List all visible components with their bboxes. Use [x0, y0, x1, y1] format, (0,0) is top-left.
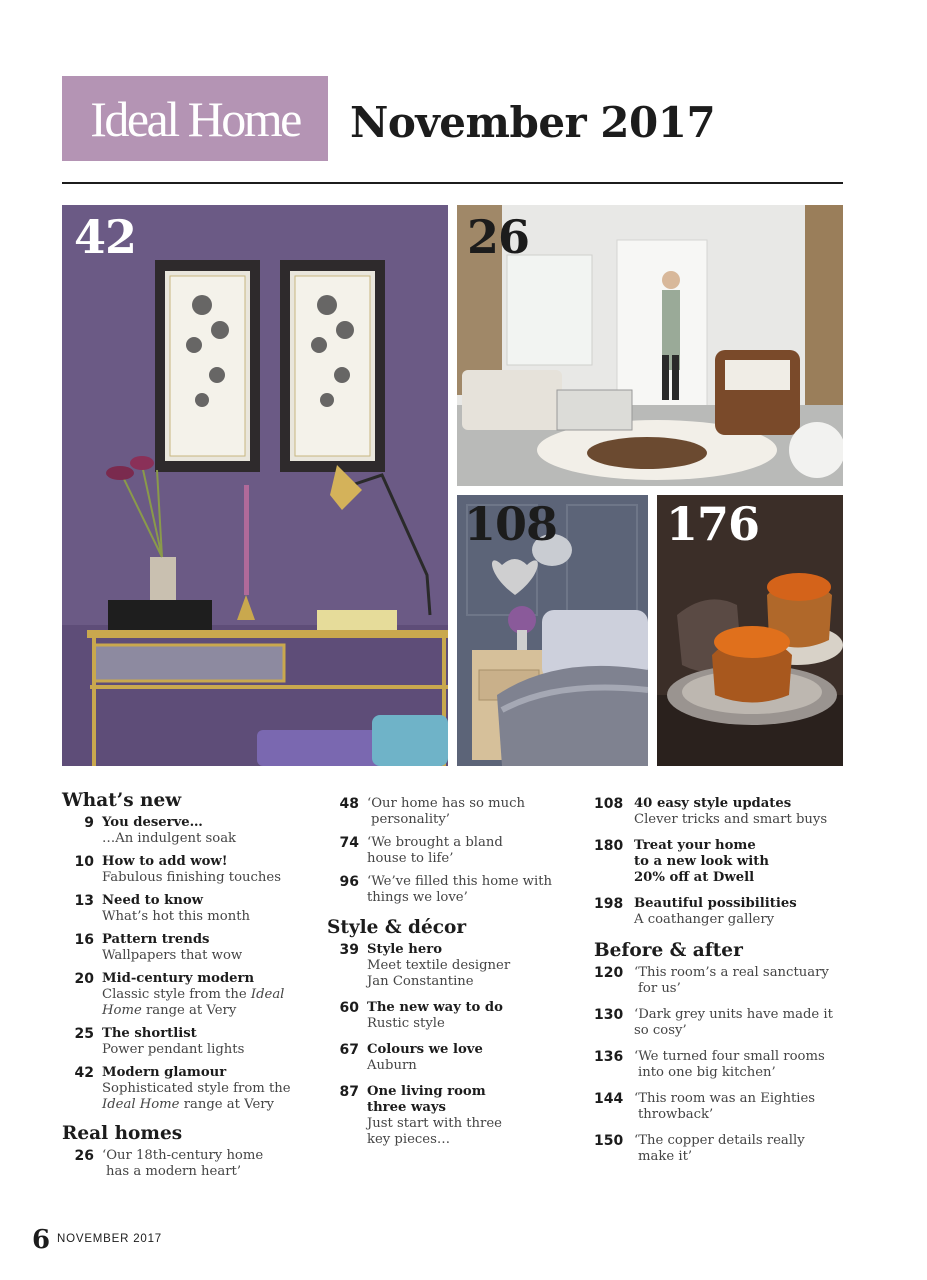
entry-page-number: 120: [594, 965, 624, 981]
contents-column-2: [327, 796, 587, 1155]
entry-subtitle: Auburn: [367, 1058, 417, 1073]
entry-subtitle: Jan Constantine: [367, 974, 474, 989]
entry-quote-line: ‘Dark grey units have made it: [634, 1007, 833, 1022]
folio-issue-date: NOVEMBER 2017: [57, 1233, 162, 1245]
entry-page-number: 67: [339, 1042, 359, 1058]
contents-entry[interactable]: [594, 1091, 844, 1123]
entry-title: One living room: [367, 1084, 486, 1099]
contents-entry[interactable]: [62, 893, 312, 925]
contents-entry[interactable]: [327, 796, 587, 828]
contents-entry[interactable]: [327, 1084, 587, 1148]
entry-subtitle: Power pendant lights: [102, 1042, 245, 1057]
issue-title: November 2017: [350, 98, 716, 147]
entry-subtitle: Classic style from the Ideal Home range at Very: [102, 987, 285, 1018]
entry-page-number: 144: [594, 1091, 624, 1107]
entry-page-number: 198: [594, 896, 624, 912]
entry-page-number: 26: [74, 1148, 94, 1164]
entry-title: Pattern trends: [102, 932, 210, 947]
entry-subtitle: Wallpapers that wow: [102, 948, 243, 963]
section-heading-real-homes: Real homes: [62, 1123, 183, 1144]
folio-page-number: 6: [32, 1225, 51, 1255]
contents-entry[interactable]: [62, 854, 312, 886]
entry-title: How to add wow!: [102, 854, 228, 869]
entry-page-number: 96: [339, 874, 359, 890]
entry-title: Colours we love: [367, 1042, 483, 1057]
entry-title: Beautiful possibilities: [634, 896, 797, 911]
entry-subtitle: What’s hot this month: [102, 909, 250, 924]
entry-quote-line: make it’: [638, 1149, 693, 1164]
entry-page-number: 13: [74, 893, 94, 909]
entry-title: Style hero: [367, 942, 442, 957]
photo-page-number: 176: [666, 497, 760, 551]
entry-page-number: 16: [74, 932, 94, 948]
entry-page-number: 48: [339, 796, 359, 812]
entry-quote-line: ‘This room was an Eighties: [634, 1091, 816, 1106]
photo-real-home-26[interactable]: [457, 205, 843, 486]
entry-quote-line: for us’: [638, 981, 681, 996]
contents-column-1: [62, 790, 312, 1187]
contents-entry[interactable]: [62, 815, 312, 847]
contents-entry[interactable]: [62, 1148, 312, 1180]
entry-subtitle: …An indulgent soak: [102, 831, 237, 846]
entry-quote-line: personality’: [371, 812, 450, 827]
entry-subtitle: Clever tricks and smart buys: [634, 812, 828, 827]
photo-modern-glamour[interactable]: [62, 205, 448, 766]
entry-title: Modern glamour: [102, 1065, 227, 1080]
entry-page-number: 180: [594, 838, 624, 854]
photo-food-176[interactable]: [657, 495, 843, 766]
contents-entry[interactable]: [327, 942, 587, 990]
entry-quote-line: into one big kitchen’: [638, 1065, 776, 1080]
contents-entry[interactable]: [327, 1042, 587, 1074]
entry-page-number: 10: [74, 854, 94, 870]
entry-quote-line: ‘Our home has so much: [367, 796, 526, 811]
entry-quote-line: ‘This room’s a real sanctuary: [634, 965, 829, 980]
header-divider: [62, 182, 843, 184]
entry-quote-line: has a modern heart’: [106, 1164, 242, 1179]
entry-page-number: 87: [339, 1084, 359, 1100]
section-heading-before-after: Before & after: [594, 940, 743, 961]
entry-subtitle: Just start with three: [367, 1116, 502, 1131]
entry-quote-line: throwback’: [638, 1107, 714, 1122]
entry-page-number: 25: [74, 1026, 94, 1042]
contents-entry[interactable]: [62, 932, 312, 964]
entry-title: 20% off at Dwell: [634, 870, 755, 885]
contents-entry[interactable]: [594, 796, 844, 828]
entry-quote-line: ‘Our 18th-century home: [102, 1148, 264, 1163]
section-heading-whats-new: What’s new: [62, 790, 182, 811]
entry-page-number: 136: [594, 1049, 624, 1065]
entry-page-number: 20: [74, 971, 94, 987]
entry-page-number: 9: [84, 815, 94, 831]
entry-title: to a new look with: [634, 854, 769, 869]
entry-page-number: 39: [339, 942, 359, 958]
entry-quote-line: things we love’: [367, 890, 468, 905]
contents-entry[interactable]: [594, 896, 844, 928]
entry-subtitle: Fabulous finishing touches: [102, 870, 281, 885]
entry-page-number: 130: [594, 1007, 624, 1023]
entry-title: 40 easy style updates: [634, 796, 792, 811]
entry-title: Mid-century modern: [102, 971, 255, 986]
entry-subtitle: Rustic style: [367, 1016, 445, 1031]
entry-subtitle: A coathanger gallery: [634, 912, 775, 927]
photo-page-number: 26: [467, 210, 530, 264]
contents-entry[interactable]: [594, 838, 844, 886]
entry-title: Treat your home: [634, 838, 756, 853]
entry-page-number: 108: [594, 796, 624, 812]
entry-quote-line: ‘The copper details really: [634, 1133, 805, 1148]
photo-page-number: 42: [74, 210, 137, 264]
photo-purple-room-illustration: [62, 205, 448, 766]
entry-title: You deserve…: [102, 815, 203, 830]
entry-page-number: 42: [74, 1065, 94, 1081]
entry-page-number: 60: [339, 1000, 359, 1016]
entry-title: The new way to do: [367, 1000, 503, 1015]
contents-entry[interactable]: [62, 971, 312, 1019]
section-heading-style-decor: Style & décor: [327, 917, 467, 938]
entry-quote-line: ‘We’ve filled this home with: [367, 874, 552, 889]
brand-logo-text: Ideal Home: [90, 90, 300, 147]
entry-quote-line: house to life’: [367, 851, 454, 866]
entry-title: The shortlist: [102, 1026, 197, 1041]
brand-logo: [62, 76, 328, 161]
contents-entry[interactable]: [594, 1133, 844, 1165]
entry-subtitle: Meet textile designer: [367, 958, 511, 973]
contents-entry[interactable]: [327, 835, 587, 867]
contents-entry[interactable]: [594, 965, 844, 997]
contents-entry[interactable]: [62, 1065, 312, 1113]
entry-quote-line: ‘We turned four small rooms: [634, 1049, 825, 1064]
entry-quote-line: ‘We brought a bland: [367, 835, 503, 850]
contents-column-3: [594, 796, 844, 1172]
contents-entry[interactable]: [327, 874, 587, 906]
photo-style-updates-108[interactable]: [457, 495, 648, 766]
entry-subtitle: key pieces…: [367, 1132, 451, 1147]
entry-quote-line: so cosy’: [634, 1023, 687, 1038]
entry-page-number: 150: [594, 1133, 624, 1149]
entry-title: Need to know: [102, 893, 203, 908]
entry-page-number: 74: [339, 835, 359, 851]
contents-entry[interactable]: [327, 1000, 587, 1032]
contents-entry[interactable]: [594, 1049, 844, 1081]
entry-subtitle: Sophisticated style from the Ideal Home range at Very: [102, 1081, 291, 1112]
photo-page-number: 108: [464, 497, 558, 551]
entry-title: three ways: [367, 1100, 446, 1115]
contents-entry[interactable]: [594, 1007, 844, 1039]
contents-entry[interactable]: [62, 1026, 312, 1058]
